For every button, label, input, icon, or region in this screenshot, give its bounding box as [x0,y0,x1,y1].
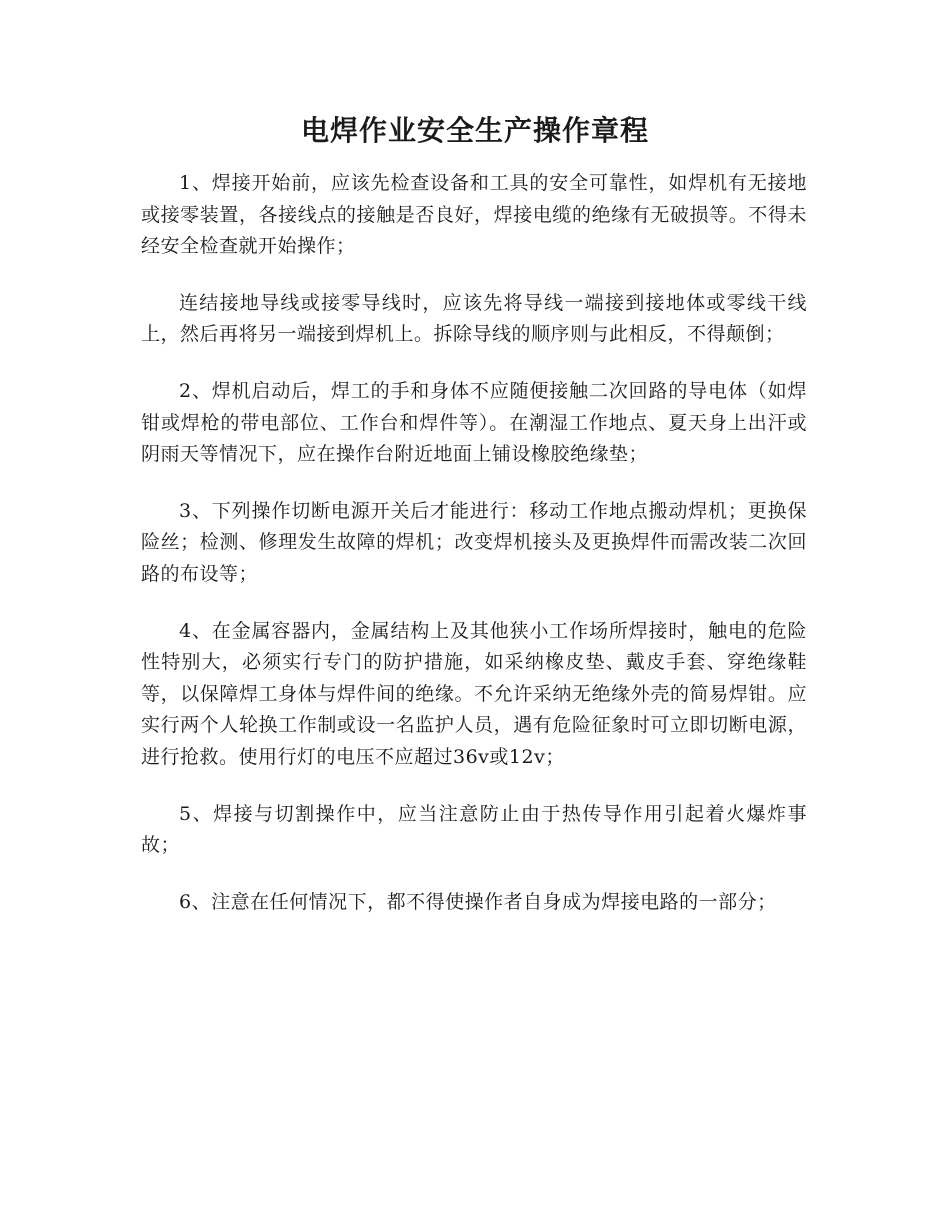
paragraph-7: 6、注意在任何情况下，都不得使操作者自身成为焊接电路的一部分； [179,890,777,913]
paragraph-6: 5、焊接与切割操作中，应当注意防止由于热传导作用引起着火爆炸事故； [141,802,807,857]
document-body [141,168,807,943]
paragraph-1: 1、焊接开始前，应该先检查设备和工具的安全可靠性，如焊机有无接地或接零装置，各接线点的接触是否良好，焊接电缆的绝缘有无破损等。不得未经安全检查就开始操作； [141,172,807,258]
page-title: 电焊作业安全生产操作章程 [300,114,649,147]
paragraph-5: 4、在金属容器内，金属结构上及其他狭小工作场所焊接时，触电的危险性特别大，必须实行专门的防护措施，如采纳橡皮垫、戴皮手套、穿绝缘鞋等，以保障焊工身体与焊件间的绝缘。不允许采纳无绝缘外壳的简易焊钳。应实行两个人轮换工作制或设一名监护人员，遇有危险征象时可立即切断电源，进行抢救。使用行灯的电压不应超过36v或12v； [141,619,807,768]
paragraph-4: 3、下列操作切断电源开关后才能进行：移动工作地点搬动焊机；更换保险丝；检测、修理发生故障的焊机；改变焊机接头及更换焊件而需改装二次回路的布设等； [141,499,807,585]
paragraph-2: 连结接地导线或接零导线时，应该先将导线一端接到接地体或零线干线上，然后再将另一端接到焊机上。拆除导线的顺序则与此相反，不得颠倒； [141,291,807,346]
paragraph-3: 2、焊机启动后，焊工的手和身体不应随便接触二次回路的导电体（如焊钳或焊枪的带电部位、工作台和焊件等）。在潮湿工作地点、夏天身上出汗或阴雨天等情况下，应在操作台附近地面上铺设橡胶绝缘垫； [141,379,807,466]
